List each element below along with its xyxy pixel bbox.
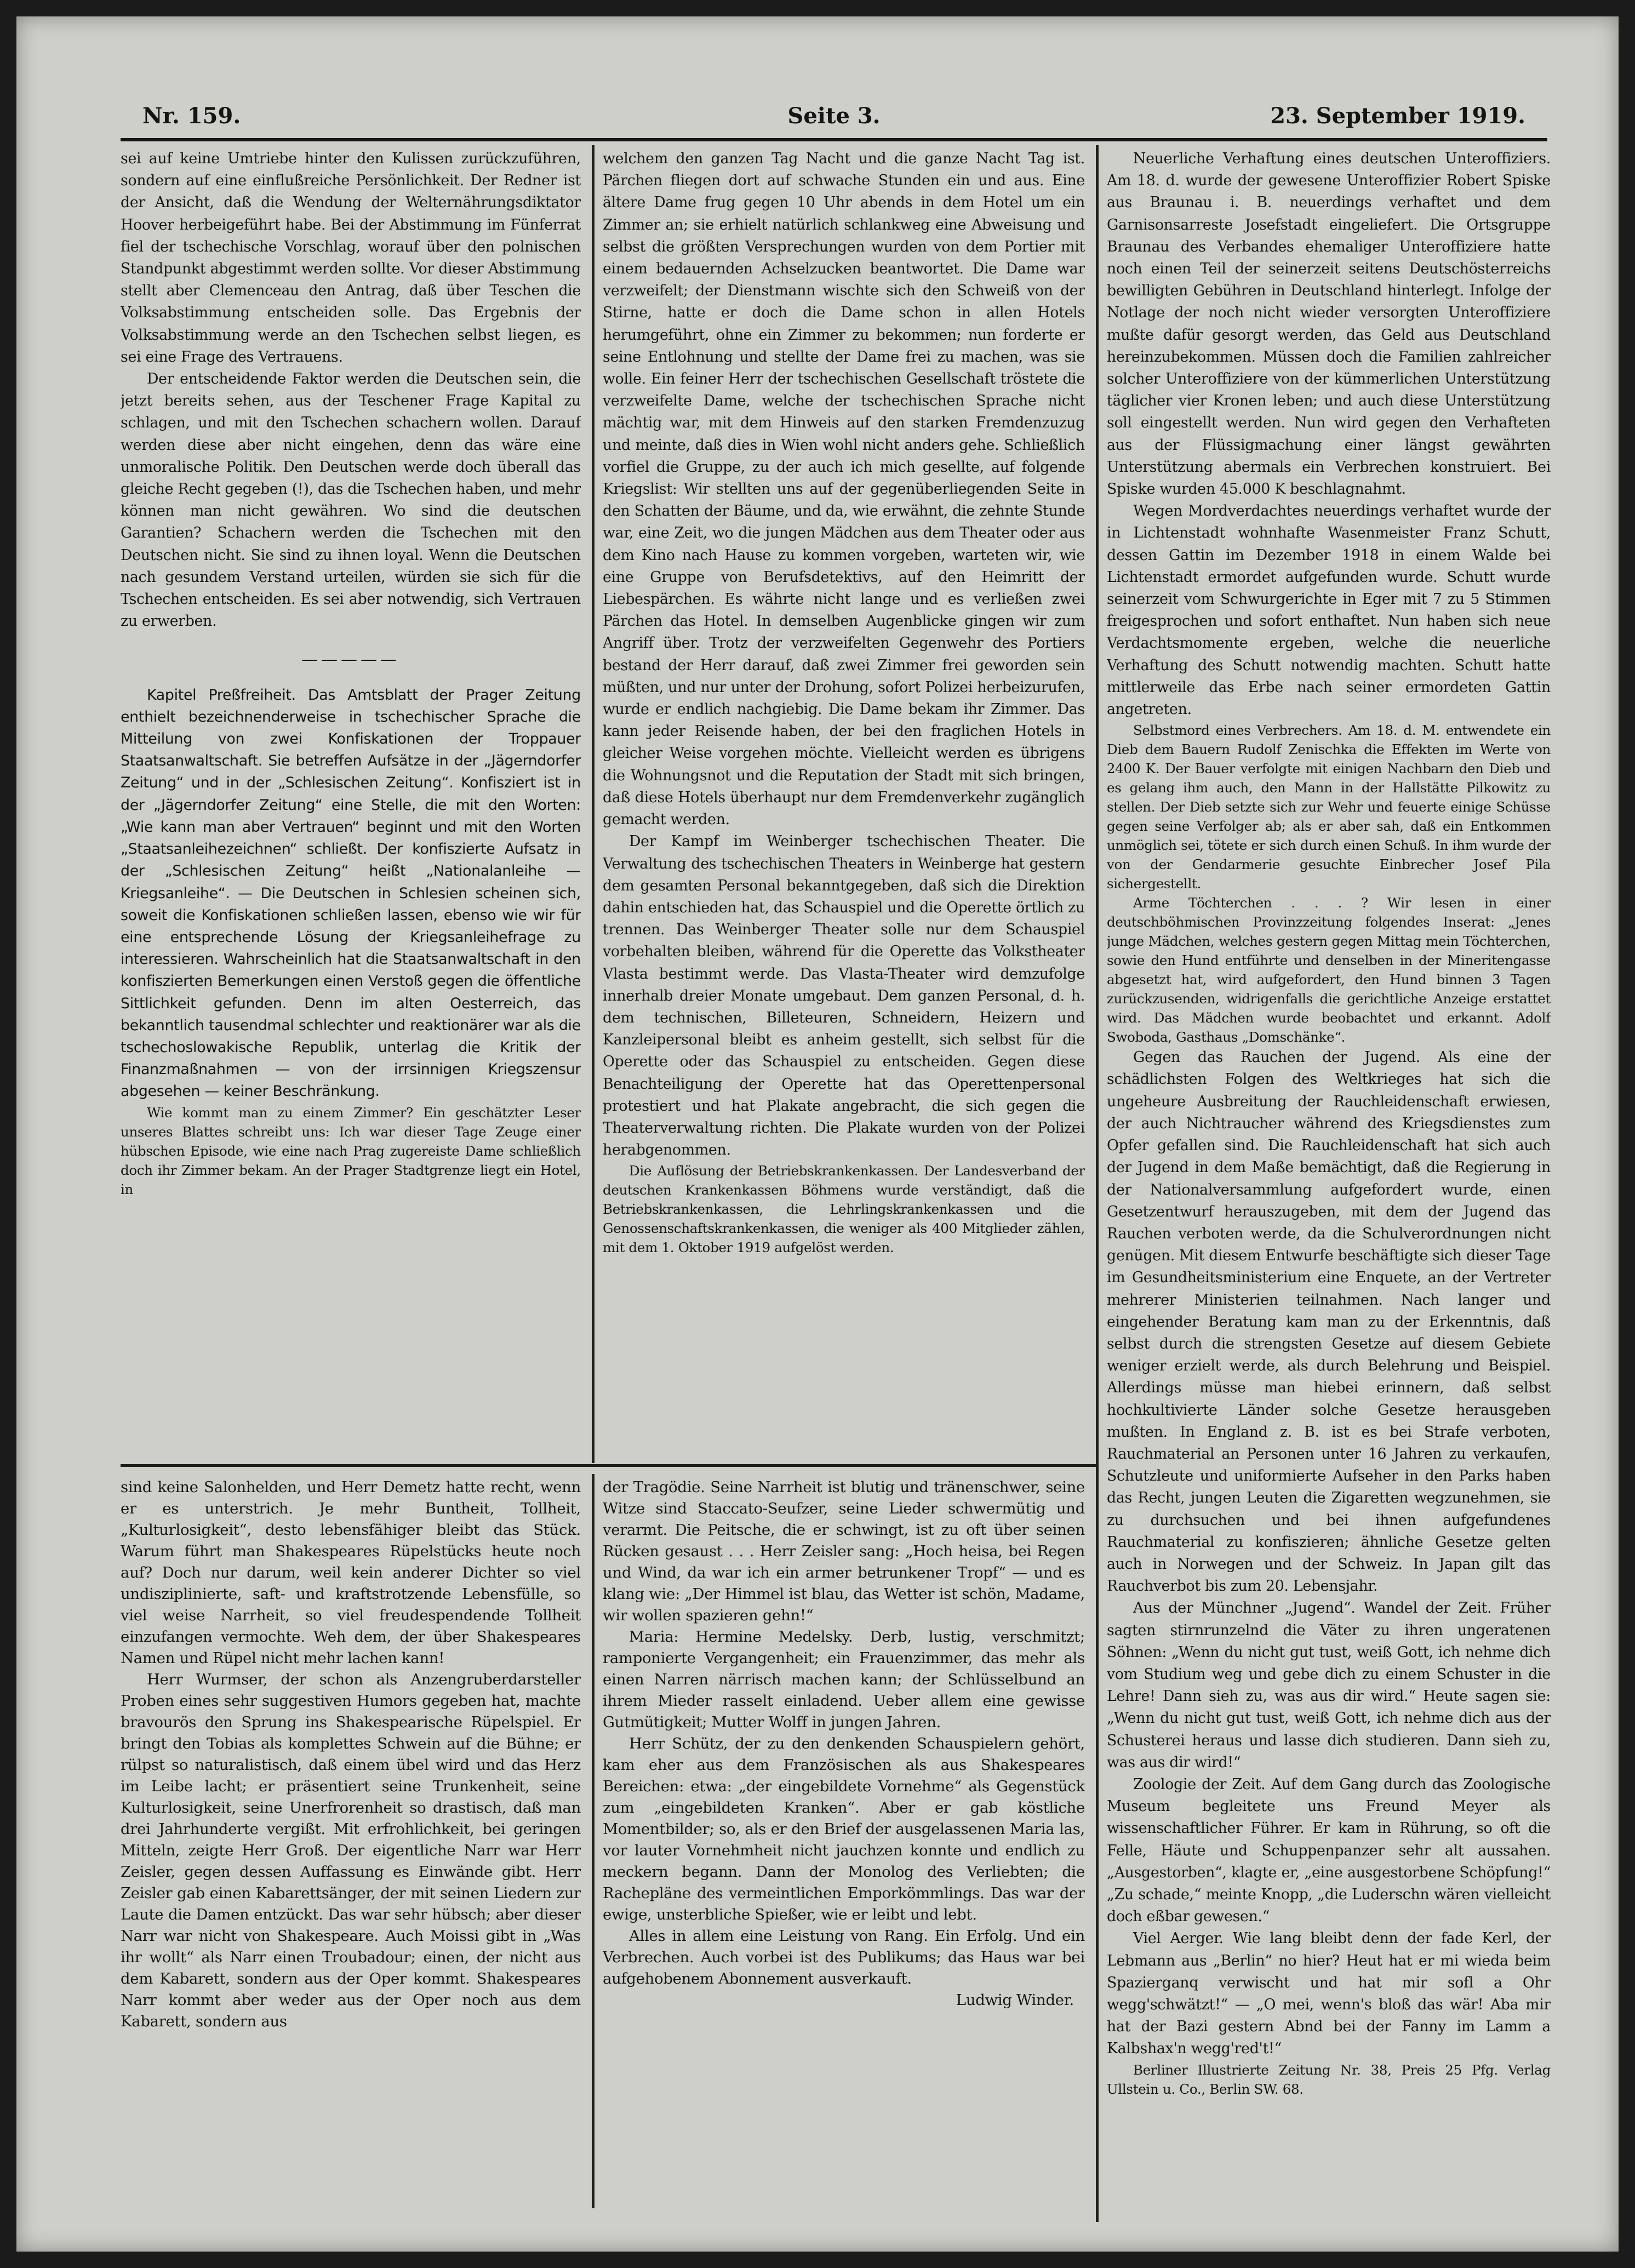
column-rule-2	[1096, 145, 1099, 2222]
page-number: Seite 3.	[787, 103, 881, 129]
article-zoology: Zoologie der Zeit. Auf dem Gang durch das Zoologische Museum begleitete uns Freund Meyer als wissenschaftlicher Führer. Er kam in Rührung, so oft die Felle, Häute und Schuppenpanzer sehr alt aussahen. „Ausgestorben“, klagte er, „eine ausgestorbene Schöpfung!“ „Zu schade,“ meinte Knopp, „die Luderschn wären vielleicht doch eßbar gewesen.“	[1107, 1775, 1551, 1926]
publisher-note: Berliner Illustrierte Zeitung Nr. 38, Preis 25 Pfg. Verlag Ullstein u. Co., Berlin SW. 68.	[1107, 2061, 1551, 2097]
column-rule-1	[592, 145, 594, 1463]
author-signature: Ludwig Winder.	[956, 1991, 1074, 2009]
article-health-insurance: Die Auflösung der Betriebskrankenkassen. Der Landesverband der deutschen Krankenkassen Böhmens wurde verständigt, daß die Betriebskrankenkassen, die Lehrlingskrankenkassen und die Genossenschaftskrankenkassen, die weniger als 400 Mitglieder zählen, mit dem 1. Oktober 1919 aufgelöst werden.	[603, 1163, 1085, 1256]
header-rule	[121, 138, 1547, 141]
review-text: der Tragödie. Seine Narrheit ist blutig und tränenschwer, seine Witze sind Staccato-Seufzer, seine Lieder schwermütig und verarmt. Die Peitsche, die er schwingt, ist zu oft über seinen Rücken gesaust . . . Herr Zeisler sang: „Hoch heisa, bei Regen und Wind, da war ich ein armer betrunkener Tropf“ — und es klang wie: „Der Himmel ist blau, das Wetter ist schön, Madame, wir wollen spazieren gehn!“	[603, 1478, 1085, 1624]
article-text: sei auf keine Umtriebe hinter den Kulissen zurückzuführen, sondern auf eine einflußreiche Persönlichkeit. Der Redner ist der Ansicht, daß die Wendung der Welternährungsdiktator Hoover herbeigeführt habe. Bei der Abstimmung im Fünferrat fiel der tschechische Vorschlag, worauf über den polnischen Standpunkt abgestimmt werden sollte. Vor dieser Abstimmung stellt aber Clemenceau den Antrag, daß über Teschen die Volksabstimmung entscheiden solle. Das Ergebnis der Volksabstimmung werde an den Tschechen selbst liegen, es sei eine Frage des Vertrauens.	[121, 150, 581, 365]
article-theater: Der Kampf im Weinberger tschechischen Theater. Die Verwaltung des tschechischen Theaters in Weinberge hat gestern dem gesamten Personal bekanntgegeben, daß sich die Direktion dahin entschieden hat, das Schauspiel und die Operette örtlich zu trennen. Das Weinberger Theater solle nur dem Schauspiel vorbehalten bleiben, während für die Operette das Volkstheater Vlasta bestimmt werde. Das Vlasta-Theater wird demzufolge innerhalb dreier Monate umgebaut. Dem ganzen Personal, d. h. dem technischen, Billeteuren, Schneidern, Heizern und Kanzleipersonal bleibt es anheim gestellt, sich selbst für die Operette oder das Schauspiel zu entscheiden. Gegen diese Benachteiligung der Operette hat das Operettenpersonal protestiert und hat Plakate angebracht, die sich gegen die Theaterverwaltung richten. Die Plakate wurden von der Polizei herabgenommen.	[603, 833, 1085, 1159]
article-text: welchem den ganzen Tag Nacht und die ganze Nacht Tag ist. Pärchen fliegen dort auf schwache Stunden ein und aus. Eine ältere Dame frug gegen 10 Uhr abends in dem Hotel um ein Zimmer an; sie erhielt natürlich schlankweg eine Abweisung und selbst die größten Versprechungen wurden von dem Portier mit einem bedauernden Achselzucken beantwortet. Die Dame war verzweifelt; der Dienstmann wischte sich den Schweiß von der Stirne, hatte er doch die Dame schon in allen Hotels herumgeführt, ohne ein Zimmer zu bekommen; nun forderte er seine Entlohnung und stellte der Dame frei zu machen, was sie wolle. Ein feiner Herr der tschechischen Gesellschaft tröstete die verzweifelte Dame, welche der tschechischen Sprache nicht mächtig war, mit dem Hinweis auf den starken Fremdenzuzug und meinte, daß dies in Wien wohl nicht anders gehe. Schließlich vorfiel die Gruppe, zu der auch ich mich gesellte, auf folgende Kriegslist: Wir stellten uns auf der gegenüberliegenden Seite in den Schatten der Bäume, und da, wie erwähnt, die zehnte Stunde war, eine Zeit, wo die jungen Mädchen aus dem Theater oder aus dem Kino nach Hause zu kommen vorgeben, warteten wir, wie eine Gruppe von Berufsdetektivs, auf den Heimritt der Liebespärchen. Es währte nicht lange und es verließen zwei Pärchen das Hotel. In demselben Augenblicke gingen wir zum Angriff über. Trotz der verzweifelten Gegenwehr des Portiers bestand der Herr darauf, daß zwei Zimmer frei geworden sein müßten, und nur unter der Drohung, sofort Polizei herbeizurufen, wurde er endlich nachgiebig. Die Dame bekam ihr Zimmer. Das kann jeder Reisende haben, der bei den fraglichen Hotels in gleicher Weise vorgehen möchte. Vielleicht werden es übrigens die Wohnungsnot und die Reputation der Stadt mit sich bringen, daß diese Hotels überhaupt nur dem Fremdenverkehr zugänglich gemacht werden.	[603, 150, 1085, 829]
article-smoking: Gegen das Rauchen der Jugend. Als eine der schädlichsten Folgen des Weltkrieges hat sich die ungeheure Ausbreitung der Rauchleidenschaft erwiesen, der auch Nichtraucher während des Kriegsdienstes zum Opfer gefallen sind. Die Rauchleidenschaft hat sich auch der Jugend in dem Maße bemächtigt, daß die Regierung in der Nationalversammlung aufgefordert wurde, einen Gesetzentwurf herauszugeben, mit dem der Jugend das Rauchen verboten werde, da die Schulverordnungen nicht genügen. Mit diesem Entwurfe beschäftigte sich dieser Tage im Gesundheitsministerium eine Enquete, an der Vertreter mehrerer Ministerien teilnahmen. Nach langer und eingehender Beratung kam man zu der Erkenntnis, daß selbst durch die strengsten Gesetze auf diesem Gebiete weniger erzielt werde, als durch Belehrung und Beispiel. Allerdings müsse man hiebei erinnern, daß selbst hochkultivierte Länder solche Gesetze herausgeben mußten. In England z. B. ist es bei Strafe verboten, Rauchmaterial an Personen unter 16 Jahren zu verkaufen, Schutzleute und uniformierte Aufseher in den Parks haben das Recht, jungen Leuten die Zigaretten wegzunehmen, sie zu durchsuchen und bei ihnen aufgefundenes Rauchmaterial zu konfiszieren; ähnliche Gesetze gelten auch in Norwegen und der Schweiz. In Japan gilt das Rauchverbot bis zum 20. Lebensjahr.	[1107, 1049, 1551, 1595]
section-divider: —————	[301, 650, 400, 670]
article-suicide: Selbstmord eines Verbrechers. Am 18. d. M. entwendete ein Dieb dem Bauern Rudolf Zenischka die Effekten im Werte von 2400 K. Der Bauer verfolgte mit einigen Nachbarn den Dieb und es gelang ihm auch, den Mann in der Hallstätte Pilkowitz zu stellen. Der Dieb setzte sich zur Wehr und feuerte einige Schüsse gegen seine Verfolger ab; als er aber sah, daß ein Entkommen unmöglich sei, tötete er sich durch einen Schuß. In ihm wurde der von der Gendarmerie gesuchte Einbrecher Josef Pila sichergestellt.	[1107, 722, 1551, 892]
review-text: sind keine Salonhelden, und Herr Demetz hatte recht, wenn er es unterstrich. Je mehr Buntheit, Tollheit, „Kulturlosigkeit“, desto lebensfähiger bleibt das Stück. Warum führt man Shakespeares Rüpelstücks heute noch auf? Doch nur darum, weil kein anderer Dichter so viel undisziplinierte, saft- und kraftstrotzende Lebensfülle, so viel weise Narrheit, so viel freudespendende Tollheit einzufangen vermochte. Weh dem, der über Shakespeares Namen und Rüpel nicht mehr lachen kann!	[121, 1478, 581, 1667]
feuilleton-column-2	[603, 1477, 1085, 2211]
article-press-freedom: Kapitel Preßfreiheit. Das Amtsblatt der Prager Zeitung enthielt bezeichnenderweise in tschechischer Sprache die Mitteilung von zwei Konfiskationen der Troppauer Staatsanwaltschaft. Sie betreffen Aufsätze in der „Jägerndorfer Zeitung“ und in der „Schlesischen Zeitung“. Konfisziert ist in der „Jägerndorfer Zeitung“ eine Stelle, die mit den Worten: „Wie kann man aber Vertrauen“ beginnt und mit den Worten „Staatsanleihezeichnen“ schließt. Der konfiszierte Aufsatz in der „Schlesischen Zeitung“ heißt „Nationalanleihe — Kriegsanleihe“. — Die Deutschen in Schlesien scheinen sich, soweit die Konfiskationen schließen lassen, ebenso wie wir für eine entsprechende Lösung der Kriegsanleihefrage zu interessieren. Wahrscheinlich hat die Staatsanwaltschaft in den konfiszierten Bemerkungen einen Verstoß gegen die öffentliche Sittlichkeit gefunden. Denn im alten Oesterreich, das bekanntlich tausendmal schlechter und reaktionärer war als die tschechoslowakische Republik, unterlag die Kritik der Finanzmaßnahmen — von der irrsinnigen Kriegszensur abgesehen — keiner Beschränkung.	[121, 686, 581, 1100]
review-text: Alles in allem eine Leistung von Rang. Ein Erfolg. Und ein Verbrechen. Auch vorbei ist des Publikums; das Haus war bei aufgehobenem Abonnement ausverkauft.	[603, 1927, 1085, 1987]
column-2	[603, 148, 1085, 1458]
article-arrest: Neuerliche Verhaftung eines deutschen Unteroffiziers. Am 18. d. wurde der gewesene Unteroffizier Robert Spiske aus Braunau i. B. neuerdings verhaftet und dem Garnisonsarreste Josefstadt eingeliefert. Die Ortsgruppe Braunau des Verbandes ehemaliger Unteroffiziere hatte noch einen Teil der seinerzeit seitens Deutschösterreichs bewilligten Gebühren in Deutschland hinterlegt. Infolge der Notlage der noch nicht wieder versorgten Unteroffiziere mußte dafür gesorgt werden, das Geld aus Deutschland hereinzubekommen. Müssen doch die Familien zahlreicher solcher Unteroffiziere von der kümmerlichen Unterstützung täglicher vier Kronen leben; und auch diese Unterstützung soll eingestellt werden. Nun wird gegen den Verhafteten aus der Flüssigmachung einer längst gewährten Unterstützung abermals ein Verbrechen konstruiert. Bei Spiske wurden 45.000 K beschlagnahmt.	[1107, 150, 1551, 498]
article-murder-suspicion: Wegen Mordverdachtes neuerdings verhaftet wurde der in Lichtenstadt wohnhafte Wasenmeister Franz Schutt, dessen Gattin im Dezember 1918 in einem Walde bei Lichtenstadt ermordet aufgefunden wurde. Schutt wurde seinerzeit vom Schwurgerichte in Eger mit 7 zu 5 Stimmen freigesprochen und sofort enthaftet. Nun haben sich neue Verdachtsmomente ergeben, welche die neuerliche Verhaftung des Schutt notwendig machten. Schutt hatte mittlerweile das Erbe nach seiner ermordeten Gattin angetreten.	[1107, 502, 1551, 718]
article-jugend: Aus der Münchner „Jugend“. Wandel der Zeit. Früher sagten stirnrunzelnd die Väter zu ihren ungeratenen Söhnen: „Wenn du nicht gut tust, weiß Gott, ich nehme dich vom Studium weg und gebe dich zu einem Schuster in die Lehre! Dann sieh zu, was aus dir wird.“ Heute sagen sie: „Wenn du nicht gut tust, weiß Gott, ich nehme dich aus der Schusterei heraus und lasse dich studieren. Dann sieh zu, was aus dir wird!“	[1107, 1599, 1551, 1771]
issue-date: 23. September 1919.	[1270, 103, 1525, 129]
review-text: Herr Schütz, der zu den denkenden Schauspielern gehört, kam eher aus dem Französischen als aus Shakespeares Bereichen: etwa: „der eingebildete Vornehme“ als Gegenstück zum „eingebildeten Kranken“. Aber er gab köstliche Momentbilder; so, als er den Brief der ausgelassenen Maria las, vor lauter Vornehmheit nicht jauchzen konnte und endlich zu meckern begann. Dann der Monolog des Verliebten; die Rachepläne des vermeintlichen Emporkömmlings. Das war der ewige, unsterbliche Spießer, wie er leibt und lebt.	[603, 1735, 1085, 1923]
newspaper-page	[16, 16, 1619, 2252]
review-text: Maria: Hermine Medelsky. Derb, lustig, verschmitzt; ramponierte Vergangenheit; ein Frauenzimmer, das mehr als einen Narren närrisch machen kann; der Schlüsselbund an ihrem Mieder rasselt einladend. Ueber allem eine gewisse Gutmütigkeit; Mutter Wolff in jungen Jahren.	[603, 1628, 1085, 1731]
page-header	[121, 88, 1547, 137]
feuilleton-rule	[121, 1464, 1096, 1467]
column-1	[121, 148, 581, 1458]
review-text: Herr Wurmser, der schon als Anzengruberdarsteller Proben eines sehr suggestiven Humors gegeben hat, machte bravourös den Sprung ins Shakespearische Rüpelspiel. Er bringt den Tobias als komplettes Schwein auf die Bühne; er rülpst so naturalistisch, daß einem übel wird und das Herz im Leibe lacht; er präsentiert seine Trunkenheit, seine Kulturlosigkeit, seine Unerfrorenheit so drastisch, daß man drei Jahrhunderte vergißt. Mit erfrohlichkeit, bei geringen Mitteln, zeigte Herr Groß. Der eigentliche Narr war Herr Zeisler, gegen dessen Auffassung es Einwände gibt. Herr Zeisler gab einen Kabarettsänger, der mit seinen Liedern zur Laute die Damen entzückt. Das war sehr hübsch; aber dieser Narr war nicht von Shakespeare. Auch Moissi gibt in „Was ihr wollt“ als Narr einen Troubadour; einen, der nicht aus dem Kabarett, sondern aus der Oper kommt. Shakespeares Narr kommt aber weder aus der Oper noch aus dem Kabarett, sondern aus	[121, 1671, 581, 2030]
article-room: Wie kommt man zu einem Zimmer? Ein geschätzter Leser unseres Blattes schreibt uns: Ich war dieser Tage Zeuge einer hübschen Episode, wie eine nach Prag zugereiste Dame schließlich doch ihr Zimmer bekam. An der Prager Stadtgrenze liegt ein Hotel, in	[121, 1104, 581, 1197]
article-annoyance: Viel Aerger. Wie lang bleibt denn der fade Kerl, der Lebmann aus „Berlin“ no hier? Heut hat er mi wieda beim Spazierganq verwischt und hat mir sofl a Ohr wegg'schwätzt!“ — „O mei, wenn's bloß das wär! Aba mir hat der Bazi gestern Abnd bei der Fanny im Lamm a Kalbshax'n wegg'red't!“	[1107, 1930, 1551, 2058]
issue-number: Nr. 159.	[142, 103, 241, 129]
article-text: Der entscheidende Faktor werden die Deutschen sein, die jetzt bereits sehen, aus der Teschener Frage Kapital zu schlagen, und mit den Tschechen schachern wollen. Darauf werden diese aber nicht eingehen, denn das wäre eine unmoralische Politik. Den Deutschen werde doch überall das gleiche Recht gegeben (!), das die Tschechen haben, und mehr können man nicht gewähren. Wo sind die deutschen Garantien? Schachern werden die Tschechen mit den Deutschen nicht. Sie sind zu ihnen loyal. Wenn die Deutschen nach gesundem Verstand urteilen, würden sie sich für die Tschechen entscheiden. Es sei aber notwendig, sich Vertrauen zu erwerben.	[121, 370, 581, 630]
feuilleton-column-1	[121, 1477, 581, 2211]
feuilleton-column-rule	[592, 1474, 594, 2208]
column-3	[1107, 148, 1551, 2225]
article-daughter: Arme Töchterchen . . . ? Wir lesen in einer deutschböhmischen Provinzzeitung folgendes Inserat: „Jenes junge Mädchen, welches gestern gegen Mittag mein Töchterchen, sowie den Hund entführte und denselben in der Mineritengasse abgesetzt hat, wird aufgefordert, den Hund binnen 3 Tagen zurückzusenden, widrigenfalls die gerichtliche Anzeige erstattet wird. Das Mädchen wurde beobachtet und erkannt. Adolf Swoboda, Gasthaus „Domschänke“.	[1107, 895, 1551, 1046]
